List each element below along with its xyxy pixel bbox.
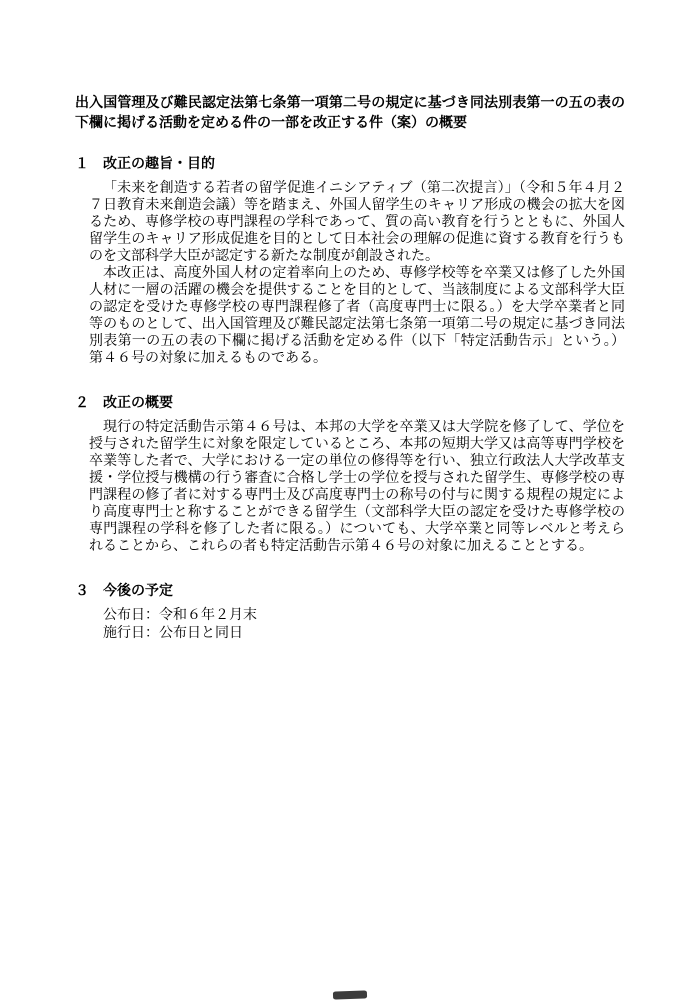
section-purpose-heading: １ 改正の趣旨・目的 — [75, 155, 215, 171]
section-outline — [75, 393, 625, 555]
section-schedule — [75, 581, 625, 643]
paragraph: 本改正は、高度外国人材の定着率向上のため、専修学校等を卒業又は修了した外国人材に一層の活躍の機会を提供することを目的として、当該制度による文部科学大臣の認定を受けた専修学校の専門課程修了者（高度専門士に限る。）を大学卒業者と同等のものとして、出入国管理及び難民認定法第七条第一項第二号の規定に基づき同法別表第一の五の表の下欄に掲げる活動を定める件（以下「特定活動告示」という。）第４６号の対象に加えるものである。 — [89, 266, 625, 366]
enforcement-date-line: 施行日：公布日と同日 — [103, 626, 243, 641]
promulgation-date-line: 公布日：令和６年２月末 — [103, 608, 257, 623]
section-outline-body — [75, 419, 625, 555]
paragraph: 「未来を創造する若者の留学促進イニシアティブ（第二次提言）」（令和５年４月２７日教育未来創造会議）等を踏まえ、外国人留学生のキャリア形成の機会の拡大を図るため、専修学校の専門課程の学科であって、質の高い教育を行うとともに、外国人留学生のキャリア形成促進を目的として日本社会の理解の促進に資する教育を行うものを文部科学大臣が認定する新たな制度が創設された。 — [89, 181, 625, 264]
document-title: 出入国管理及び難民認定法第七条第一項第二号の規定に基づき同法別表第一の五の表の下欄に掲げる活動を定める件の一部を改正する件（案）の概要 — [75, 94, 625, 130]
paragraph: 現行の特定活動告示第４６号は、本邦の大学を卒業又は大学院を修了して、学位を授与された留学生に対象を限定しているところ、本邦の短期大学又は高等専門学校を卒業等した者で、大学における一定の単位の修得等を行い、独立行政法人大学改革支援・学位授与機構の行う審査に合格し学士の学位を授与された留学生、専修学校の専門課程の修了者に対する専門士及び高度専門士の称号の付与に関する規程の規定により高度専門士と称することができる留学生（文部科学大臣の認定を受けた専修学校の専門課程の学科を修了した者に限る。）についても、大学卒業と同等レベルと考えられることから、これらの者も特定活動告示第４６号の対象に加えることとする。 — [89, 420, 625, 554]
section-schedule-body — [75, 607, 625, 643]
section-schedule-heading: ３ 今後の予定 — [75, 582, 173, 598]
section-outline-heading: ２ 改正の概要 — [75, 394, 173, 410]
section-purpose-body — [75, 180, 625, 367]
scan-artifact-mark — [333, 990, 367, 999]
section-purpose — [75, 154, 625, 367]
